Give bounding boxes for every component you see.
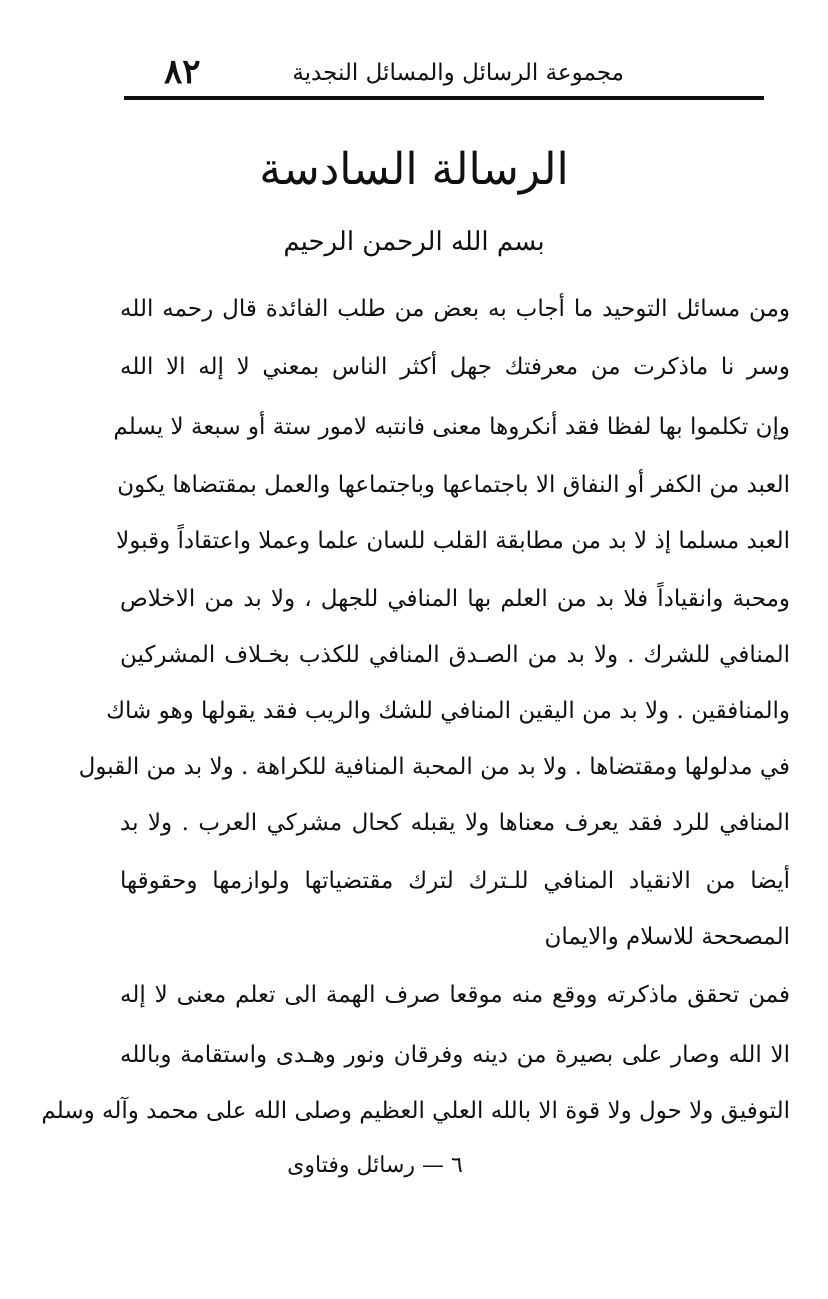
chapter-title: الرسالة السادسة bbox=[259, 144, 569, 195]
text-line: ومحبة وانقياداً فلا بد من العلم بها المنافي للجهل ، ولا بد من الاخلاص bbox=[120, 586, 790, 612]
text-line: العبد من الكفر أو النفاق الا باجتماعها وباجتماعها والعمل بمقتضاها يكون bbox=[117, 472, 790, 498]
header-rule bbox=[124, 96, 764, 100]
text-line: المنافي للشرك . ولا بد من الصـدق المنافي للكذب بخـلاف المشركين bbox=[120, 642, 790, 668]
text-line: العبد مسلما إذ لا بد من مطابقة القلب للسان علما وعملا واعتقاداً وقبولا bbox=[116, 528, 790, 554]
text-line: المنافي للرد فقد يعرف معناها ولا يقبله كحال مشركي العرب . ولا بد bbox=[120, 810, 790, 836]
text-line: وسر نا ماذكرت من معرفتك جهل أكثر الناس بمعني لا إله الا الله bbox=[120, 354, 790, 380]
text-line: المصححة للاسلام والايمان bbox=[544, 924, 790, 950]
text-line: في مدلولها ومقتضاها . ولا بد من المحبة المنافية للكراهة . ولا بد من القبول bbox=[78, 754, 790, 780]
footer-signature: ٦ — رسائل وفتاوى bbox=[287, 1153, 463, 1178]
text-line: فمن تحقق ماذكرته ووقع منه موقعا صرف الهمة الى تعلم معنى لا إله bbox=[120, 982, 790, 1008]
text-line: أيضا من الانقياد المنافي للـترك لترك مقتضياتها ولوازمها وحقوقها bbox=[120, 868, 790, 894]
page-header bbox=[124, 50, 764, 94]
text-line: الا الله وصار على بصيرة من دينه وفرقان ونور وهـدى واستقامة وبالله bbox=[120, 1042, 790, 1068]
text-line: ومن مسائل التوحيد ما أجاب به بعض من طلب الفائدة قال رحمه الله bbox=[120, 296, 790, 322]
page-number: ٨٢ bbox=[164, 52, 201, 92]
basmala: بسم الله الرحمن الرحيم bbox=[283, 227, 545, 257]
running-title: مجموعة الرسائل والمسائل النجدية bbox=[292, 60, 624, 86]
text-line: وإن تكلموا بها لفظا فقد أنكروها معنى فانتبه لامور ستة أو سبعة لا يسلم bbox=[113, 414, 790, 440]
text-line: التوفيق ولا حول ولا قوة الا بالله العلي العظيم وصلى الله على محمد وآله وسلم bbox=[41, 1098, 790, 1124]
text-line: والمنافقين . ولا بد من اليقين المنافي للشك والريب فقد يقولها وهو شاك bbox=[106, 698, 790, 724]
